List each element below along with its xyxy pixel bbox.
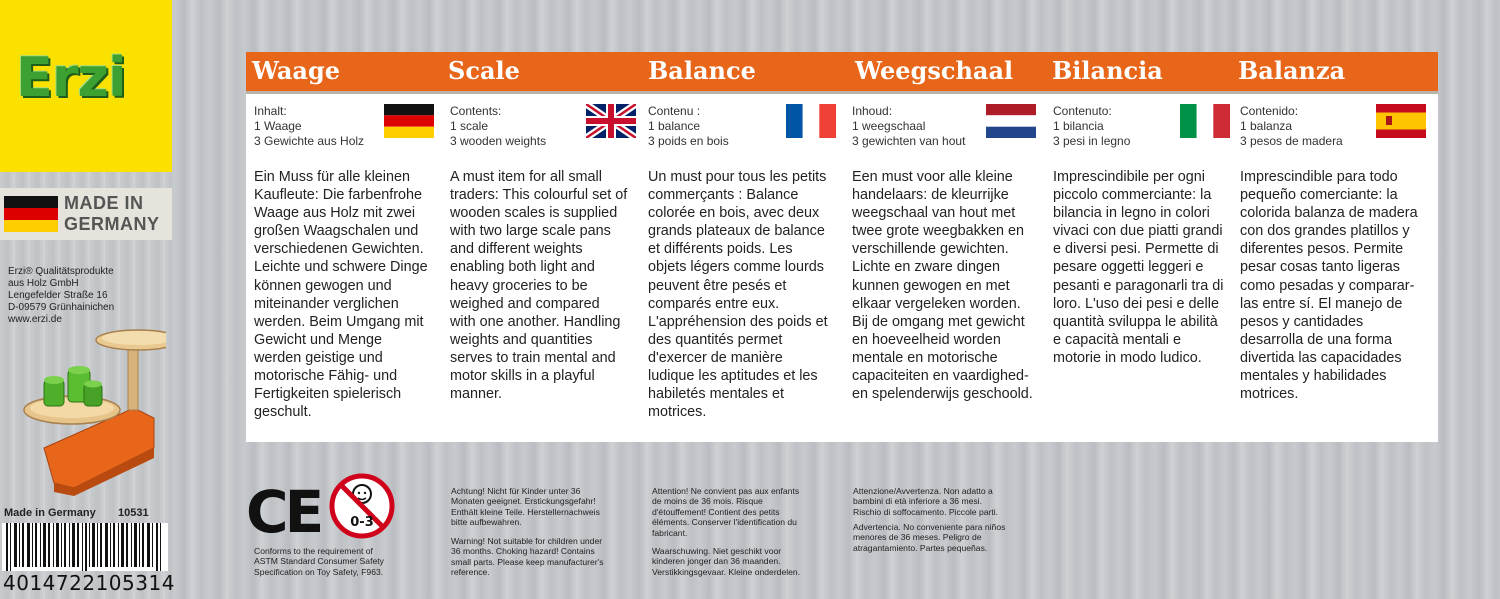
warning-german: Achtung! Nicht für Kinder unter 36 Monaten geeignet. Erstickungsgefahr! Enthält kleine Teile. Herstellernachweis bitte aufbewahren. — [451, 486, 600, 528]
description-dutch: Een must voor alle kleine handelaars: de kleurrijke weegschaal van hout met twee grote weegbakken en verschillende gewichten. Lichte en zware dingen kunnen gewogen en met elkaar vergeleken worden. Bij de omgang met gewicht en hoeveelheid worden mentale en motorische capaciteiten en vaardighed- en spelenderwijs geschoold. — [852, 169, 1033, 403]
not-for-under-3-icon — [328, 472, 396, 540]
title-dutch: Weegschaal — [855, 56, 1014, 85]
description-french: Un must pour tous les petits commerçants : Balance colorée en bois, avec deux grands plateaux de balance et différents poids. Les objets légers comme lourds peuvent être pesés et comparés entre eux. L'appréhension des poids et des quantités permet d'exercer de manière ludique les aptitudes et les habiletés mentales et motrices. — [648, 169, 828, 421]
warning-french: Attention! Ne convient pas aux enfants de moins de 36 mois. Risque d'étouffement! Contient des petits éléments. Conserver l'identification du fabricant. — [652, 486, 800, 538]
contents-german: Inhalt: 1 Waage 3 Gewichte aus Holz — [254, 104, 365, 148]
contents-italian: Contenuto: 1 bilancia 3 pesi in legno — [1053, 104, 1131, 148]
title-english: Scale — [448, 56, 520, 85]
germany-flag-icon — [4, 196, 58, 232]
ean-number: 4014722105314 — [3, 571, 175, 595]
contents-spanish: Contenido: 1 balanza 3 pesos de madera — [1240, 104, 1343, 148]
title-italian: Bilancia — [1052, 56, 1163, 85]
brand-logo: Erzi — [16, 46, 126, 109]
barcode-icon — [2, 523, 168, 571]
contents-english: Contents: 1 scale 3 wooden weights — [450, 104, 547, 148]
made-in-germany-badge — [0, 188, 172, 240]
netherlands-flag-icon — [986, 104, 1036, 138]
left-sidebar — [0, 0, 175, 599]
language-header-bar — [246, 52, 1438, 94]
warning-italian: Attenzione/Avvertenza. Non adatto a bambini di età inferiore a 36 mesi. Rischio di soffocamento. Piccole parti. — [853, 486, 999, 517]
warning-english: Warning! Not suitable for children under 36 months. Choking hazard! Contains small parts. Please keep manufacturer's reference. — [451, 536, 604, 578]
uk-flag-icon — [586, 104, 636, 138]
manufacturer-address: Erzi® Qualitätsprodukte aus Holz GmbH Lengefelder Straße 16 D-09579 Grünhainichen www.erzi.de — [8, 266, 115, 325]
ce-mark-icon: CE — [246, 478, 321, 546]
contents-dutch: Inhoud: 1 weegschaal 3 gewichten van hout — [852, 104, 966, 148]
title-french: Balance — [648, 56, 756, 85]
age-label: 0-3 — [350, 515, 374, 530]
brand-logo-box — [0, 0, 172, 172]
contents-french: Contenu : 1 balance 3 poids en bois — [648, 104, 729, 148]
wooden-scale-illustration — [14, 318, 166, 498]
title-spanish: Balanza — [1238, 56, 1346, 85]
description-english: A must item for all small traders: This colourful set of wooden scales is supplied with two large scale pans and different weights enabling both light and heavy groceries to be weighed and compared with one another. Handling weights and quantities serves to train mental and motor skills in a playful manner. — [450, 169, 628, 403]
made-in-germany-label: Made in Germany — [4, 507, 96, 519]
description-spanish: Imprescindible para todo pequeño comerciante: la colorida balanza de madera con dos grandes platillos y diferentes pesos. Permite pesar cosas tanto ligeras como pesadas y comparar- las entre sí. El manejo de pesos y cantidades desarrolla de una forma divertida las capacidades mentales y habilidades motrices. — [1240, 169, 1418, 403]
warning-dutch: Waarschuwing. Niet geschikt voor kinderen jonger dan 36 maanden. Verstikkingsgevaar. Kleine onderdelen. — [652, 546, 801, 577]
france-flag-icon — [786, 104, 836, 138]
italy-flag-icon — [1180, 104, 1230, 138]
spain-flag-icon — [1376, 104, 1426, 138]
germany-flag-icon — [384, 104, 434, 138]
astm-conformity-text: Conforms to the requirement of ASTM Standard Consumer Safety Specification on Toy Safety, F963. — [254, 546, 384, 577]
article-number: 10531 — [118, 507, 149, 519]
title-german: Waage — [252, 56, 341, 85]
description-german: Ein Muss für alle kleinen Kaufleute: Die farbenfrohe Waage aus Holz mit zwei großen Waagschalen und verschiedenen Gewichten. Leichte und schwere Dinge können gewogen und miteinander verglichen werden. Beim Umgang mit Gewicht und Menge werden geistige und motorische Fähig- und Fertigkeiten spielerisch geschult. — [254, 169, 428, 421]
made-in-text: MADE IN GERMANY — [64, 193, 160, 234]
description-italian: Imprescindibile per ogni piccolo commerciante: la bilancia in legno in colori vivaci con due piatti grandi e diversi pesi. Permette di pesare oggetti leggeri e pesanti e paragonarli tra di loro. L'uso dei pesi e delle quantità sviluppa le abilità e capacità mentali e motorie in modo ludico. — [1053, 169, 1224, 366]
product-info-panel — [246, 52, 1438, 442]
warning-spanish: Advertencia. No conveniente para niños menores de 36 meses. Peligro de atragantamiento. Partes pequeñas. — [853, 522, 1006, 553]
